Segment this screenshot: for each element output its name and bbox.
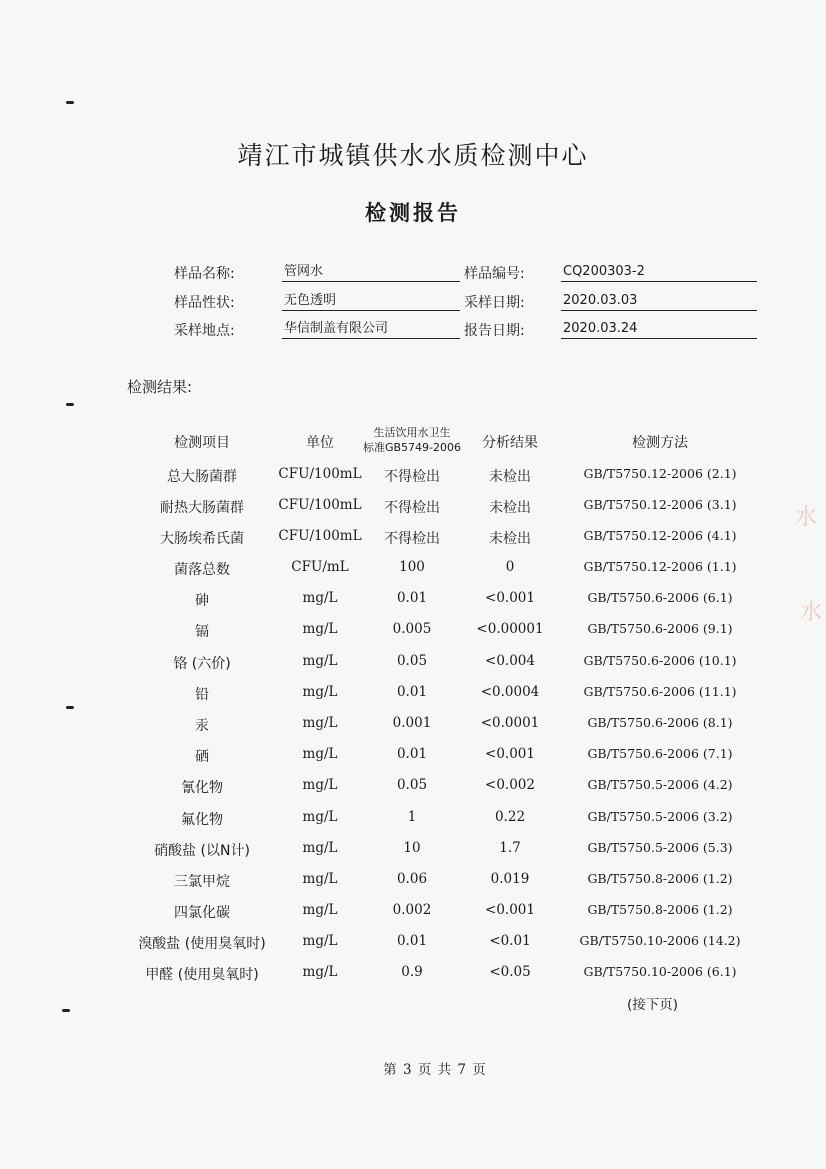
cell-method: GB/T5750.12-2006 (4.1) [583,528,737,543]
cell-method: GB/T5750.6-2006 (7.1) [587,746,733,761]
cell-standard: 0.01 [396,684,428,700]
cell-item: 大肠埃希氏菌 [160,531,244,547]
cell-item: 铬 (六价) [173,656,231,672]
cell-unit: mg/L [302,840,338,856]
seal-fragment: 水 [800,600,823,625]
cell-standard: 不得检出 [384,469,440,485]
cell-result: 未检出 [489,500,531,516]
binding-mark [66,403,74,406]
cell-method: GB/T5750.5-2006 (5.3) [587,840,733,855]
cell-standard: 0.01 [396,746,428,762]
cell-method: GB/T5750.12-2006 (3.1) [583,497,737,512]
table-row [0,871,826,893]
cell-result: <0.0001 [480,715,540,731]
continued-note: (接下页) [627,997,679,1013]
sampling-date-value: 2020.03.03 [561,291,757,311]
cell-result: <0.05 [489,964,531,980]
sampling-date-label: 采样日期: [464,295,525,311]
cell-method: GB/T5750.12-2006 (2.1) [583,466,737,481]
cell-standard: 不得检出 [384,531,440,547]
cell-item: 汞 [195,718,209,734]
sample-id-label: 样品编号: [464,266,525,282]
cell-standard: 0.01 [396,933,428,949]
header-item: 检测项目 [174,435,230,451]
report-date-label: 报告日期: [464,323,525,339]
header-standard-line1: 生活饮用水卫生 [373,426,451,439]
cell-standard: 0.01 [396,590,428,606]
cell-standard: 0.06 [396,871,428,887]
table-row [0,621,826,643]
table-row [0,653,826,675]
cell-unit: mg/L [302,871,338,887]
table-row [0,497,826,519]
cell-item: 四氯化碳 [174,905,230,921]
cell-item: 总大肠菌群 [167,469,237,485]
cell-item: 菌落总数 [174,562,230,578]
cell-standard: 10 [403,840,421,856]
cell-method: GB/T5750.6-2006 (10.1) [583,653,737,668]
header-method: 检测方法 [632,435,688,451]
table-row [0,902,826,924]
cell-method: GB/T5750.6-2006 (6.1) [587,590,733,605]
cell-unit: mg/L [302,809,338,825]
header-standard-line2: 标准GB5749-2006 [362,441,462,454]
table-row [0,528,826,550]
table-row [0,777,826,799]
cell-result: 1.7 [499,840,521,856]
binding-mark [66,706,74,709]
cell-unit: mg/L [302,715,338,731]
cell-item: 硒 [195,749,209,765]
cell-method: GB/T5750.6-2006 (11.1) [583,684,737,699]
cell-unit: mg/L [302,933,338,949]
cell-unit: mg/L [302,746,338,762]
cell-standard: 0.9 [401,964,423,980]
cell-result: <0.001 [485,902,535,918]
cell-item: 三氯甲烷 [174,874,230,890]
cell-result: <0.001 [485,590,535,606]
sample-name-label: 样品名称: [174,266,235,282]
sample-id-value: CQ200303-2 [561,262,757,282]
cell-standard: 0.05 [396,777,428,793]
table-row [0,964,826,986]
cell-result: <0.00001 [476,621,544,637]
results-label: 检测结果: [127,378,193,396]
sample-appearance-label: 样品性状: [174,295,235,311]
cell-method: GB/T5750.6-2006 (8.1) [587,715,733,730]
cell-method: GB/T5750.10-2006 (6.1) [583,964,737,979]
report-date-value: 2020.03.24 [561,319,757,339]
cell-item: 甲醛 (使用臭氧时) [145,967,259,983]
cell-method: GB/T5750.8-2006 (1.2) [587,871,733,886]
binding-mark [62,1009,70,1012]
cell-result: 未检出 [489,531,531,547]
cell-unit: mg/L [302,621,338,637]
cell-unit: mg/L [302,684,338,700]
table-row [0,559,826,581]
cell-standard: 0.001 [392,715,432,731]
cell-unit: mg/L [302,653,338,669]
seal-fragment: 水 [795,505,818,530]
cell-standard: 100 [399,559,425,575]
cell-result: <0.0004 [480,684,540,700]
cell-unit: mg/L [302,902,338,918]
cell-item: 铅 [195,687,209,703]
sample-appearance-value: 无色透明 [282,291,460,311]
table-row [0,809,826,831]
sampling-location-label: 采样地点: [174,323,235,339]
table-row [0,684,826,706]
cell-standard: 0.05 [396,653,428,669]
table-row [0,590,826,612]
cell-result: <0.001 [485,746,535,762]
cell-standard: 不得检出 [384,500,440,516]
sample-name-value: 管网水 [282,262,460,282]
table-row [0,840,826,862]
cell-result: <0.002 [485,777,535,793]
table-row [0,746,826,768]
sampling-location-value: 华信制盖有限公司 [282,319,460,339]
cell-unit: CFU/100mL [278,497,362,513]
cell-result: 0 [505,559,515,575]
page-number: 第 3 页 共 7 页 [383,1062,487,1078]
cell-standard: 0.005 [392,621,432,637]
cell-standard: 0.002 [392,902,432,918]
cell-unit: mg/L [302,964,338,980]
cell-method: GB/T5750.10-2006 (14.2) [579,933,741,948]
cell-method: GB/T5750.5-2006 (3.2) [587,809,733,824]
cell-item: 镉 [195,624,209,640]
cell-standard: 1 [407,809,417,825]
cell-method: GB/T5750.6-2006 (9.1) [587,621,733,636]
binding-mark [66,101,74,104]
table-row [0,466,826,488]
header-result: 分析结果 [482,435,538,451]
cell-result: 0.019 [490,871,530,887]
cell-method: GB/T5750.5-2006 (4.2) [587,777,733,792]
cell-result: 0.22 [494,809,526,825]
cell-item: 砷 [195,593,209,609]
cell-item: 氰化物 [181,780,223,796]
cell-unit: CFU/100mL [278,528,362,544]
cell-unit: mg/L [302,590,338,606]
header-unit: 单位 [306,435,334,451]
cell-unit: CFU/mL [291,559,349,575]
cell-unit: CFU/100mL [278,466,362,482]
cell-item: 硝酸盐 (以N计) [154,843,250,859]
organization-name: 靖江市城镇供水水质检测中心 [237,141,589,170]
cell-method: GB/T5750.12-2006 (1.1) [583,559,737,574]
cell-method: GB/T5750.8-2006 (1.2) [587,902,733,917]
table-row [0,933,826,955]
cell-item: 耐热大肠菌群 [160,500,244,516]
cell-item: 溴酸盐 (使用臭氧时) [138,936,266,952]
cell-result: 未检出 [489,469,531,485]
report-title: 检测报告 [365,201,461,225]
table-row [0,715,826,737]
cell-item: 氟化物 [181,812,223,828]
cell-result: <0.004 [485,653,535,669]
cell-result: <0.01 [489,933,531,949]
cell-unit: mg/L [302,777,338,793]
